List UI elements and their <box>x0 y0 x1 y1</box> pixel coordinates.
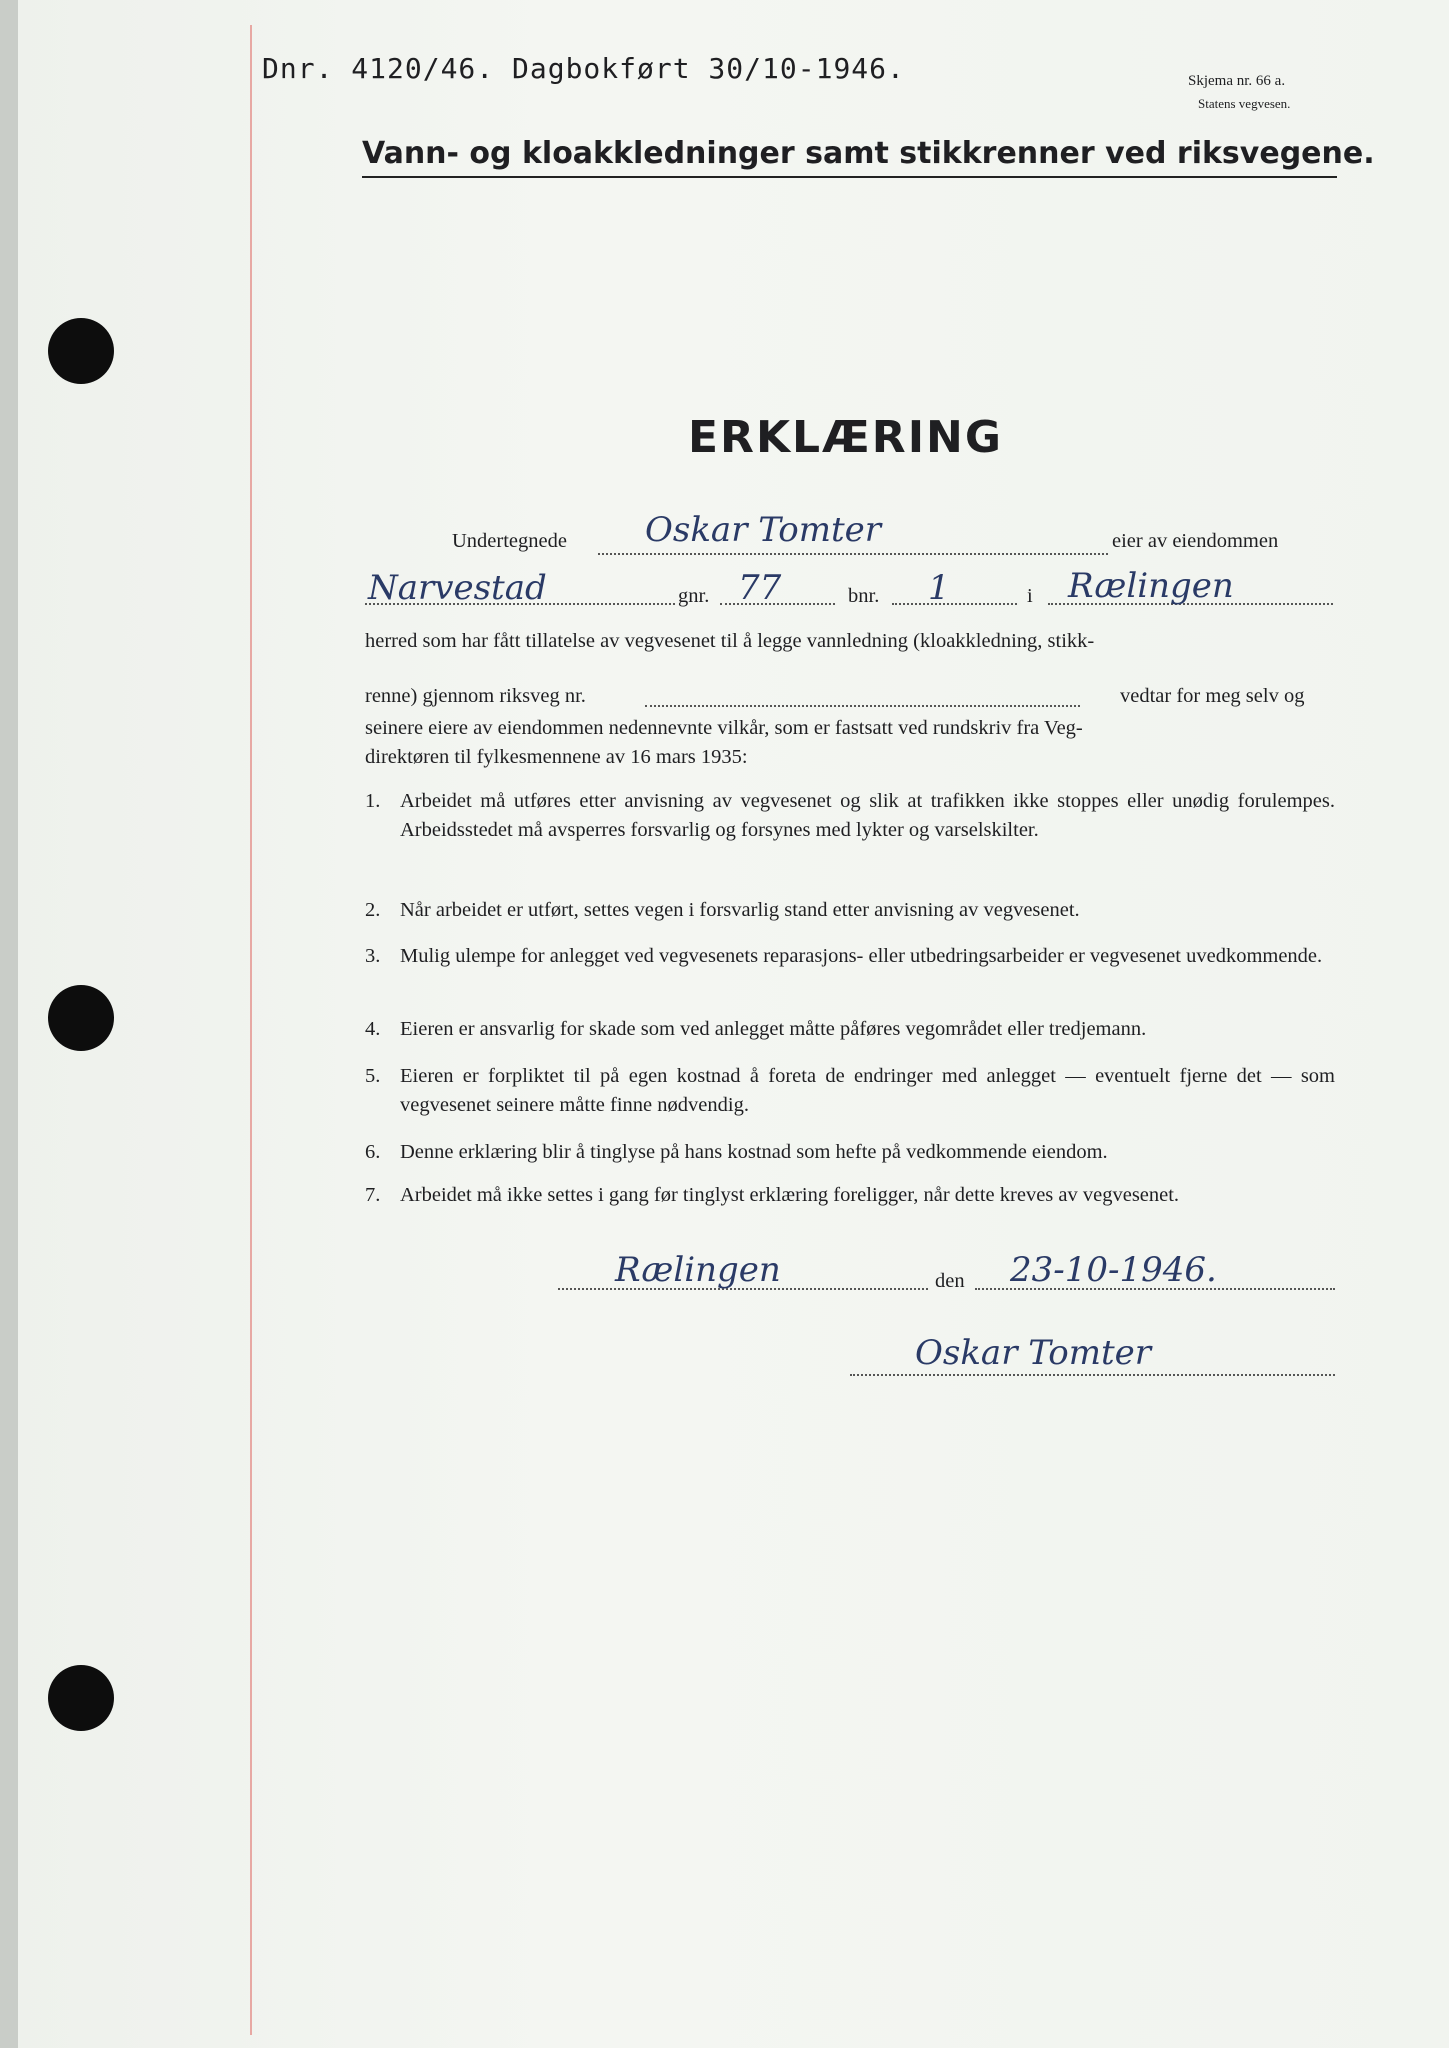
municipality: Rælingen <box>1068 566 1234 606</box>
signature-dotted-line <box>850 1374 1335 1376</box>
condition-item <box>365 1062 1335 1122</box>
condition-text: Arbeidet må ikke settes i gang før tinglyst erklæring foreligger, når dette kreves av vegvesenet. <box>400 1184 1180 1206</box>
condition-item <box>365 787 1335 877</box>
den-label: den <box>935 1270 965 1292</box>
condition-text: Eieren er ansvarlig for skade som ved anlegget måtte påføres vegområdet eller tredjemann. <box>400 1018 1147 1040</box>
undersigned-label: Undertegnede <box>452 530 567 552</box>
undersigned-name: Oskar Tomter <box>645 510 882 550</box>
document-title: ERKLÆRING <box>688 412 1003 463</box>
road-number-dotted-line <box>645 705 1080 707</box>
heading-rule <box>362 176 1337 178</box>
place: Rælingen <box>615 1250 781 1290</box>
gnr-label: gnr. <box>678 585 710 607</box>
bnr-dotted-line <box>892 603 1017 605</box>
condition-text: Når arbeidet er utført, settes vegen i forsvarlig stand etter anvisning av vegvesenet. <box>400 899 1080 921</box>
condition-item <box>365 1181 1335 1241</box>
statement-line: vedtar for meg selv og <box>1120 685 1305 707</box>
statement-line: direktøren til fylkesmennene av 16 mars 1935: <box>365 746 748 768</box>
statement-line: renne) gjennom riksveg nr. <box>365 685 586 707</box>
condition-text: Mulig ulempe for anlegget ved vegvesenets reparasjons- eller utbedringsarbeider er vegvesenet uvedkommende. <box>400 945 1323 967</box>
form-heading: Vann- og kloakkledninger samt stikkrenner ved riksvegene. <box>362 136 1375 171</box>
punch-hole <box>48 318 114 384</box>
condition-item <box>365 942 1335 1002</box>
condition-text: Eieren er forpliktet til på egen kostnad å foreta de endringer med anlegget — eventuelt fjerne det — som vegvesenet seinere måtte finne nødvendig. <box>400 1065 1335 1116</box>
form-number: Skjema nr. 66 a. <box>1188 73 1286 89</box>
registration-stamp: Dnr. 4120/46. Dagbokført 30/10-1946. <box>262 52 905 85</box>
condition-number: 2. <box>365 899 381 921</box>
bnr-value: 1 <box>928 568 950 608</box>
statement-line: herred som har fått tillatelse av vegvesenet til å legge vannledning (kloakkledning, stikk- <box>365 630 1095 652</box>
condition-number: 7. <box>365 1184 381 1206</box>
undersigned-dotted-line <box>598 553 1108 555</box>
form-issuer: Statens vegvesen. <box>1198 96 1291 111</box>
condition-number: 1. <box>365 790 381 812</box>
condition-text: Arbeidet må utføres etter anvisning av vegvesenet og slik at trafikken ikke stoppes eller unødig forulempes. Arbeidsstedet må avsperres forsvarlig og forsynes med lykter og varselskilter. <box>400 790 1335 841</box>
owner-label: eier av eiendommen <box>1112 530 1279 552</box>
page-edge <box>0 0 18 2048</box>
condition-item <box>365 1015 1335 1045</box>
in-label: i <box>1027 585 1033 607</box>
condition-number: 4. <box>365 1018 381 1040</box>
property-name: Narvestad <box>368 568 547 608</box>
bnr-label: bnr. <box>848 585 880 607</box>
punch-hole <box>48 985 114 1051</box>
date: 23-10-1946. <box>1010 1250 1217 1290</box>
condition-item <box>365 1138 1335 1168</box>
gnr-value: 77 <box>738 568 782 608</box>
condition-number: 3. <box>365 945 381 967</box>
condition-item <box>365 896 1335 926</box>
condition-number: 6. <box>365 1141 381 1163</box>
condition-number: 5. <box>365 1065 381 1087</box>
punch-hole <box>48 1665 114 1731</box>
condition-text: Denne erklæring blir å tinglyse på hans kostnad som hefte på vedkommende eiendom. <box>400 1141 1108 1163</box>
margin-line <box>250 25 252 2035</box>
statement-line: seinere eiere av eiendommen nedennevnte vilkår, som er fastsatt ved rundskriv fra Veg- <box>365 717 1083 739</box>
signature: Oskar Tomter <box>915 1333 1152 1373</box>
